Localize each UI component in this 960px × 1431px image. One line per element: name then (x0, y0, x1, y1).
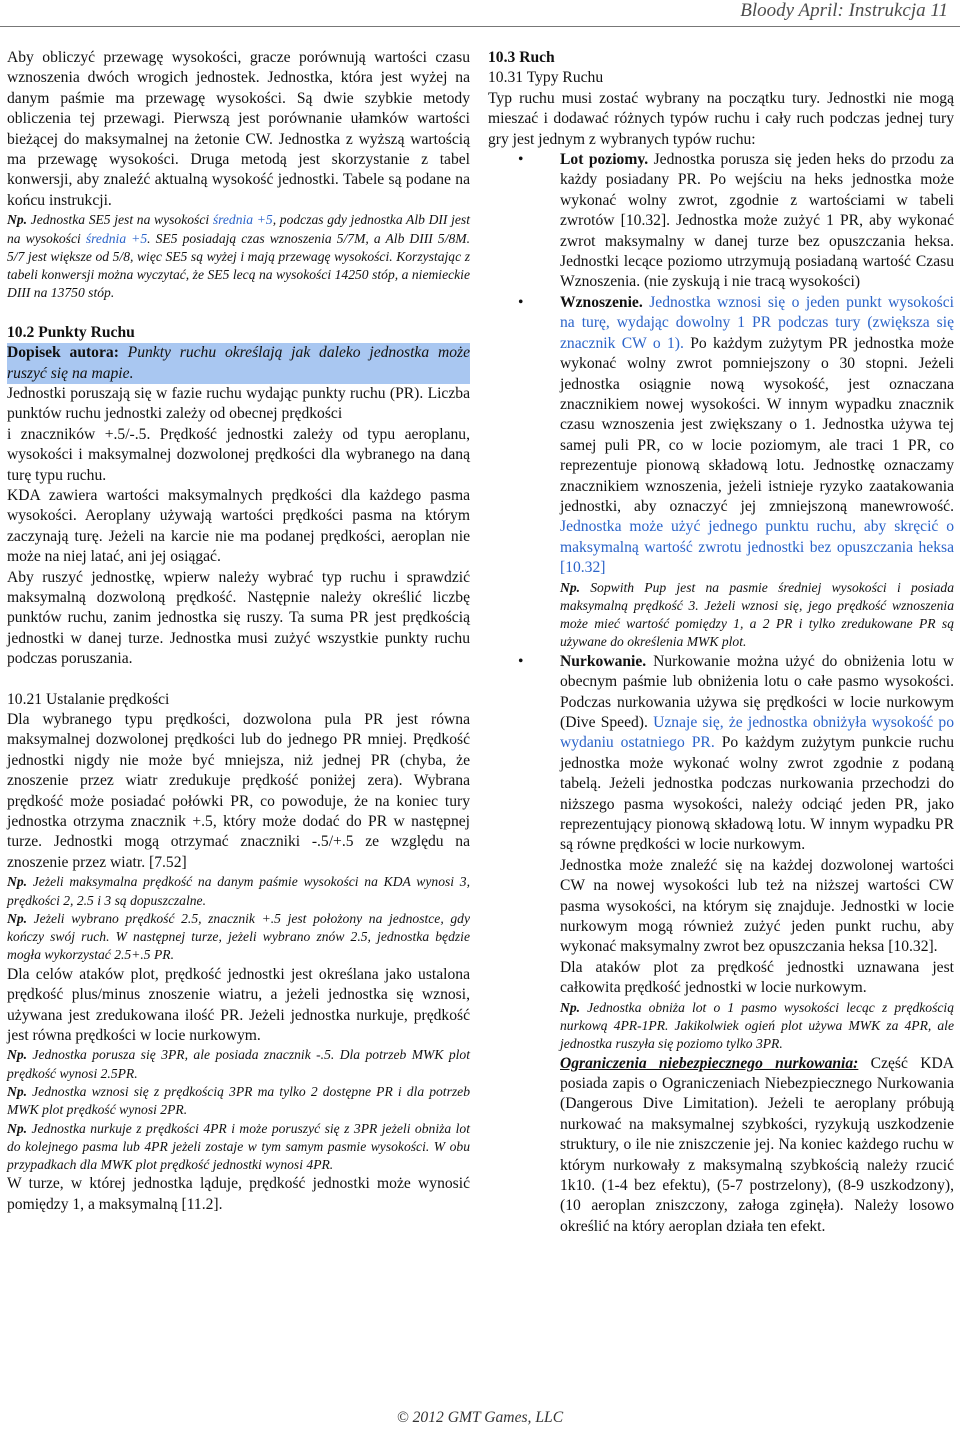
list-item-level-flight: • Lot poziomy. Jednostka porusza się jeden heks do przodu za każdy posiadany PR. Po wejściu na heks jednostka może wykonać wolny zwrot, zgodnie z wartościami w tabeli zwrotów [10.32]. Jednostka może zużyć 1 PR, aby wykonać zwrot maksymalny w danej turze bez opuszczania heksa. Jednostki lecące poziomo utrzymują posiadaną wartość Czasu Wznoszenia. (nie zyskują i nie tracą wysokości) (488, 150, 954, 293)
dangerous-dive-paragraph: Ograniczenia niebezpiecznego nurkowania: Część KDA posiada zapis o Ograniczeniach Niebezpiecznego Nurkowania (Dangerous Dive Limitation). Jeżeli te aeroplany próbują nurkować na maksymalnej szybkości, ryzykują uszkodzenie struktury, o ile nie zniszczenie jej. Na koniec każdego ruchu w którym nurkowały z maksymalną szybkością należy rzucić 1k10. (1-4 bez efektu), (5-7 postrzelony), (8-9 uszkodzony), (10 aeroplan zniszczony, załoga zginęła). Należy losowo określić na który aeroplan działa ten efekt. (560, 1054, 954, 1235)
landing-paragraph: W turze, w której jednostka ląduje, prędkość jednostki może wynosić pomiędzy 1, a maksymalną [11.2]. (7, 1175, 470, 1213)
section-heading-10-2: 10.2 Punkty Ruchu (7, 323, 135, 341)
altitude-paragraph: Aby obliczyć przewagę wysokości, gracze porównują wartości czasu wznoszenia dwóch wrogich jednostek. Jednostka, która jest wyżej na danym paśmie ma przewagę wysokości. Są dwie szybkie metody obliczenia tej przewagi. Pierwszą jest porównanie ułamków wartości bieżącej do maksymalnej na żetonie CW. Jednostka z wyższą wartością ma przewagę wysokości. Druga metodą jest skorzystanie z tabel konwersji, aby znaleźć aktualną wysokość jednostki. Tabele są podane na końcu instrukcji. (7, 49, 470, 209)
example-half-marker: Np. Jeżeli wybrano prędkość 2.5, znacznik +.5 jest położony na jednostce, gdy kończy swój ruch. W następnej turze, jeżeli wybrano znów 2.5, jednostka będzie mogła wykorzystać 2.5+.5 PR. (7, 910, 470, 963)
movement-points-paragraph: Jednostki poruszają się w fazie ruchu wydając punkty ruchu (PR). Liczba punktów ruchu jednostki zależy od obecnej prędkości (7, 384, 470, 423)
page-header: Bloody April: Instrukcja 11 (740, 0, 948, 21)
right-column (488, 48, 954, 1237)
author-note: Dopisek autora: Punkty ruchu określają jak daleko jednostka może ruszyć się na mapie. (7, 343, 470, 384)
movement-types-list (488, 150, 954, 1237)
example-max-speed: Np. Jeżeli maksymalna prędkość na danym paśmie wysokości na KDA wynosi 3, prędkości 2, 2.5 i 3 są dopuszczalne. (7, 874, 470, 908)
example-sopwith: Np. Sopwith Pup jest na pasmie średniej wysokości i posiada maksymalną prędkość 3. Jeżeli wznosi się, jego prędkość wznoszenia może mieć wartość pomiędzy 1, a 2 PR i tylko zredukowane PR są używane do określenia MWK plot. (560, 579, 954, 650)
move-unit-paragraph: Aby ruszyć jednostkę, wpierw należy wybrać typ ruchu i sprawdzić maksymalną dozwoloną prędkość. Następnie należy określić liczbę punktów ruchu, zanim jednostka się ruszy. Ta suma PR jest prędkością jednostki w danej turze. Jednostka musi zużyć wszystkie punkty ruchu podczas poruszania. (7, 568, 470, 668)
example-aa-1: Np. Jednostka porusza się 3PR, ale posiada znacznik -.5. Dla potrzeb MWK plot prędkość wynosi 2.5PR. (7, 1047, 470, 1081)
list-item-climb: • Wznoszenie. Jednostka wznosi się o jeden punkt wysokości na turę, wydając dowolny 1 PR podczas tury (zwiększa się znacznik CW o 1). Po każdym zużytym PR jednostka może wykonać wolny zwrot pomniejszony o 30 stopni. Jeżeli jednostka osiągnie nową wysokość, jest oznaczana znacznikiem nowej wysokości. W innym wypadku znacznik czasu wznoszenia jest zwiększany o 1. Jednostka używa tej samej puli PR, co w locie poziomym, ale traci 1 PR, co reprezentuje pionową składową lotu. Jednostkę oznaczamy znacznikiem wznoszenia, jeżeli istnieje ryzyko zaatakowania jednostki, aby oznaczyć jej zmniejszoną manewrowość. Jednostka może użyć jednego punktu ruchu, aby skręcić o maksymalną wartość zwrotu jednostki bez opuszczania heksa [10.32] Np. Sopwith Pup jest na pasmie średniej wysokości i posiada maksymalną prędkość 3. Jeżeli wznosi się, jego prędkość wznoszenia może mieć wartość pomiędzy 1, a 2 PR i tylko zredukowane PR są używane do określenia MWK plot. (488, 293, 954, 652)
example-aa-2: Np. Jednostka wznosi się z prędkością 3PR ma tylko 2 dostępne PR i dla potrzeb MWK plot prędkość wynosi 2PR. (7, 1084, 470, 1118)
speed-paragraph: Dla wybranego typu prędkości, dozwolona pula PR jest równa maksymalnej dozwolonej prędkości lub do jednego PR mniej. Prędkość jednostki nigdy nie może być mniejsza, niż jednej PR (chyba, że znoszenie przez wiatr zredukuje prędkość poniżej zera). Wybrana prędkość może posiadać połówki PR, co powoduje, że na koniec tury jednostka otrzyma znacznik +.5, który może dodać do PR w następnej turze. Jednostki mogą otrzymać znaczniki -.5/+.5 ze względu na znoszenie przez wiatr. [7.52] (7, 711, 470, 871)
left-column (7, 48, 470, 1215)
section-heading-10-31: 10.31 Typy Ruchu (488, 69, 604, 87)
section-heading-10-3: 10.3 Ruch (488, 49, 555, 66)
section-heading-10-21: 10.21 Ustalanie prędkości (7, 690, 170, 708)
markers-paragraph: i znaczników +.5/-.5. Prędkość jednostki zależy od typu aeroplanu, wysokości i maksymalnej dozwolonej prędkości dla wybranego na daną turę typu ruchu. (7, 425, 470, 484)
example-altitude: Np. Jednostka SE5 jest na wysokości średnia +5, podczas gdy jednostka Alb DII jest na wysokości średnia +5. SE5 posiadają czas wznoszenia 5/7M, a Alb DIII 5/8M. 5/7 jest większe od 5/8, więc SE5 są wyżej i mają przewagę wysokości. Korzystając z tabeli konwersji można wyczytać, że SE5 lecą na wysokości 14250 stóp, a niemieckie DIII na 13750 stóp. (7, 212, 470, 301)
aa-speed-paragraph: Dla celów ataków plot, prędkość jednostki jest określana jako ustalona prędkość plus/minus znoszenie wiatru, a jeżeli jednostka się wznosi, używana jest zredukowana ilość PR. Jeżeli jednostka nurkuje, prędkość jest równa prędkości w locie nurkowym. (7, 965, 470, 1044)
list-item-dive: • Nurkowanie. Nurkowanie można użyć do obniżenia lotu w obecnym paśmie lub obniżenia lotu o całe pasmo wysokości. Podczas nurkowania używa się prędkości w locie nurkowym (Dive Speed). Uznaje się, że jednostka obniżyła wysokość po wydaniu ostatniego PR. Po każdym zużytym punkcie ruchu jednostka może wykonać wolny zwrot zgodnie z podaną tabelą. Jeżeli jednostka podczas nurkowania przechodzi do niższego pasma wysokości, należy odciąć jeden PR, jako reprezentujący pionową składową lotu. W innym wypadku PR są równe prędkości w locie nurkowym. Jednostka może znaleźć się na każdej dozwolonej wartości CW na nowej wysokości lub też na niższej wartości CW pasma wysokości, na którym się znajduje. Jednostki w locie nurkowym mogą również zużyć jeden punkt ruchu, aby wykonać maksymalny zwrot bez opuszczania heksa [10.32]. Dla ataków plot za prędkość jednostki uznawana jest całkowita prędkość jednostki w locie nurkowym. Np. Jednostka obniża lot o 1 pasmo wysokości lecąc z prędkością nurkową 4PR-1PR. Jakikolwiek ogień plot używa MWK za 4PR, ale jednostka ruszyła się poziomo tylko 3PR. Ograniczenia niebezpiecznego nurkowania: Część KDA posiada zapis o Ograniczeniach Niebezpiecznego Nurkowania (Dangerous Dive Limitation). Jeżeli te aeroplany próbują nurkować na maksymalnej szybkości, ryzykują uszkodzenie struktury, o ile nie zniszczenie jej. Na koniec każdego ruchu w którym nurkowały z maksymalną szybkością należy rzucić 1k10. (1-4 bez efektu), (5-7 postrzelony), (8-9 uszkodzony), (10 aeroplan zniszczony, załoga zginęła). Należy losowo określić na który aeroplan działa ten efekt. (488, 652, 954, 1237)
example-dive: Np. Jednostka obniża lot o 1 pasmo wysokości lecąc z prędkością nurkową 4PR-1PR. Jakikolwiek ogień plot używa MWK za 4PR, ale jednostka ruszyła się poziomo tylko 3PR. (560, 999, 954, 1052)
kda-paragraph: KDA zawiera wartości maksymalnych prędkości dla każdego pasma wysokości. Aeroplany używają wartości prędkości pasma na którym zaczynają turę. Jeżeli na karcie nie ma podanej prędkości, aeroplan nie może na niej latać, ani jej osiągać. (7, 486, 470, 566)
header-rule (0, 26, 960, 27)
page-footer: © 2012 GMT Games, LLC (396, 1409, 564, 1426)
dive-cw-paragraph: Jednostka może znaleźć się na każdej dozwolonej wartości CW na nowej wysokości lub też na niższej wartości CW pasma wysokości, na którym się znajduje. Jednostki w locie nurkowym mogą również zużyć jeden punkt ruchu, aby wykonać maksymalny zwrot bez opuszczania heksa [10.32]. (560, 856, 954, 956)
movement-types-paragraph: Typ ruchu musi zostać wybrany na początku tury. Jednostki nie mogą mieszać i dodawać różnych typów ruchu i cały ruch podczas jednej tury gry jest jednym z wybranych typów ruchu: (488, 89, 954, 148)
dive-aa-paragraph: Dla ataków plot za prędkość jednostki uznawana jest całkowita prędkość jednostki w locie nurkowym. (560, 958, 954, 997)
example-aa-3: Np. Jednostka nurkuje z prędkości 4PR i może poruszyć się z 3PR jeżeli obniża lot do kolejnego pasma lub 4PR jeżeli zostaje w tym samym pasmie wysokości. W obu przypadkach dla MWK plot prędkość jednostki wynosi 4PR. (7, 1120, 470, 1173)
